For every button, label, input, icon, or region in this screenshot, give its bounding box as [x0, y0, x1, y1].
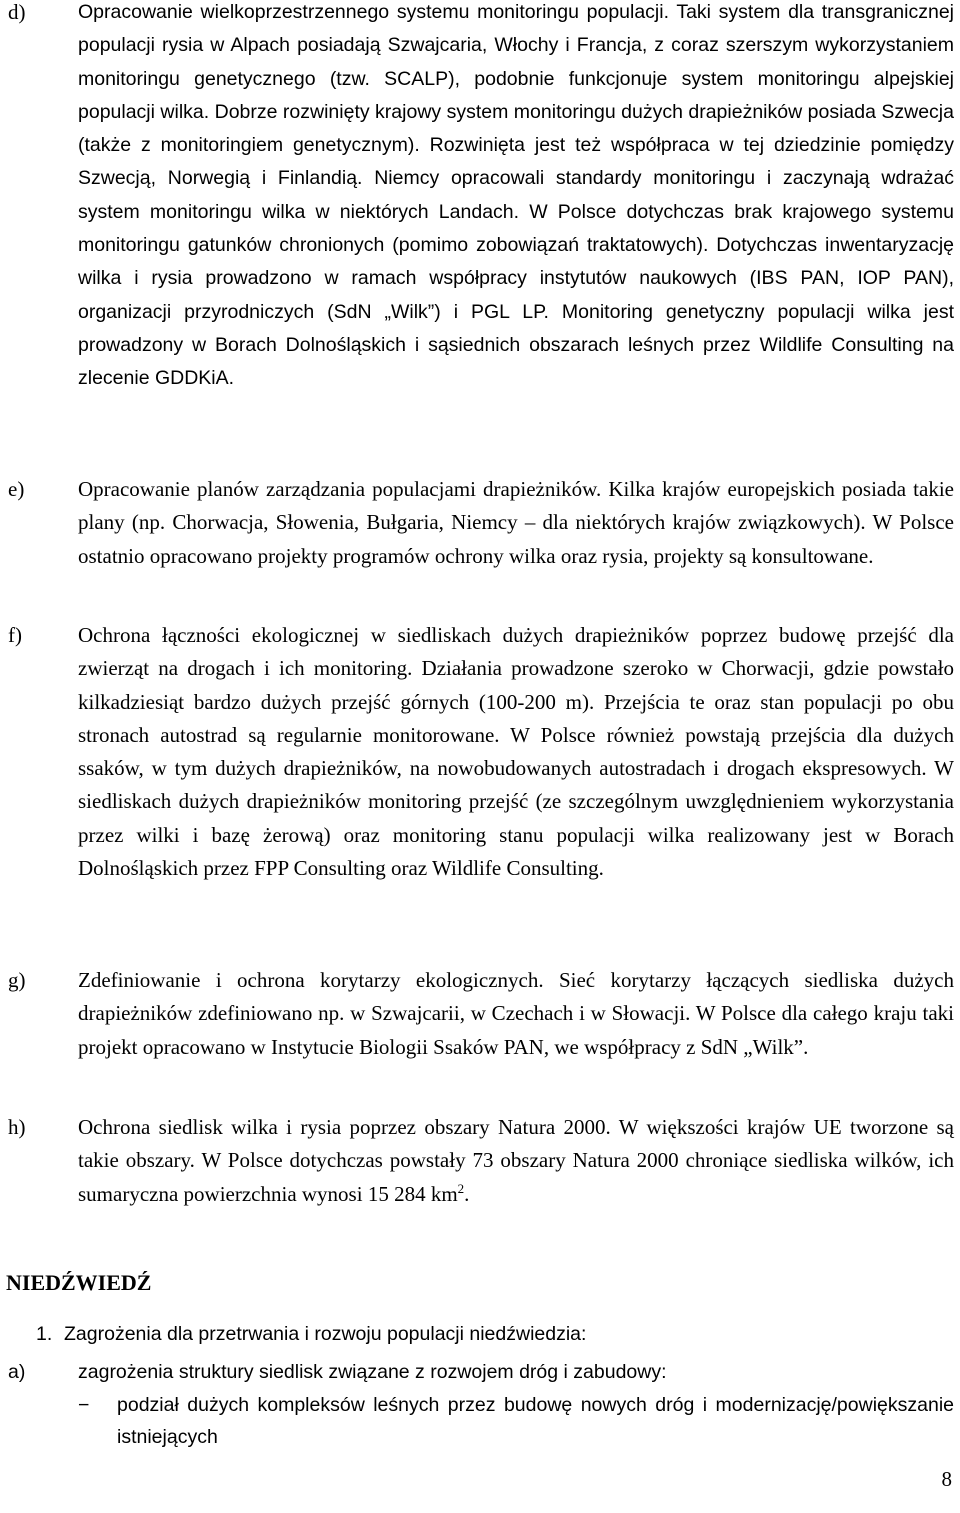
item-marker: e): [8, 477, 25, 501]
item-marker: f): [8, 623, 22, 647]
list-item-h: [0, 1111, 960, 1211]
item-text: Opracowanie planów zarządzania populacjami drapieżników. Kilka krajów europejskich posiada takie plany (np. Chorwacja, Słowenia, Bułgaria, Niemcy – dla niektórych krajów związkowych). W Polsce ostatnio opracowano projekty programów ochrony wilka oraz rysia, projekty są konsultowane.: [78, 477, 954, 568]
sub-heading: [0, 1356, 960, 1388]
superscript: 2: [457, 1180, 465, 1196]
bullet-item: [78, 1389, 954, 1453]
dash-marker: −: [78, 1394, 90, 1416]
list-item-g: [0, 964, 960, 1064]
section-title: NIEDŹWIEDŹ: [6, 1270, 152, 1295]
page-number: 8: [941, 1467, 952, 1491]
list-item-d: [0, 0, 960, 396]
bullet-text: podział dużych kompleksów leśnych przez budowę nowych dróg i modernizację/powiększanie istniejących: [117, 1394, 954, 1448]
item-text-main: Ochrona siedlisk wilka i rysia poprzez obszary Natura 2000. W większości krajów UE tworzone są takie obszary. W Polsce dotychczas powstały 73 obszary Natura 2000 chroniące siedliska wilków, ich sumaryczna powierzchnia wynosi 15 284 km: [78, 1115, 954, 1206]
item-marker: d): [8, 0, 26, 24]
item-text: [78, 1111, 954, 1211]
item-text: Zdefiniowanie i ochrona korytarzy ekologicznych. Sieć korytarzy łączących siedliska dużych drapieżników zdefiniowano np. w Szwajcarii, w Czechach i w Słowacji. W Polsce dla całego kraju taki projekt opracowano w Instytucie Biologii Ssaków PAN, we współpracy z SdN „Wilk”.: [78, 968, 954, 1059]
numbered-heading-text: Zagrożenia dla przetrwania i rozwoju populacji niedźwiedzia:: [64, 1323, 587, 1345]
item-text: Ochrona łączności ekologicznej w siedliskach dużych drapieżników poprzez budowę przejść dla zwierząt na drogach i ich monitoring. Działania prowadzone szeroko w Chorwacji, gdzie powstało kilkadziesiąt bardzo dużych przejść górnych (100-200 m). Przejścia te oraz stan populacji po obu stronach autostrad są regularnie monitorowane. W Polsce również powstają przejścia dla dużych ssaków, w tym dużych drapieżników, na nowobudowanych autostradach i drogach ekspresowych. W siedliskach dużych drapieżników monitoring przejść (ze szczególnym uwzględnieniem wykorzystania przez wilki i bazę żerową) oraz monitoring stanu populacji wilka realizowany jest w Borach Dolnośląskich przez FPP Consulting oraz Wildlife Consulting.: [78, 623, 954, 881]
numbered-heading: [36, 1318, 586, 1350]
item-text: Opracowanie wielkoprzestrzennego systemu monitoringu populacji. Taki system dla transgranicznej populacji rysia w Alpach posiadają Szwajcaria, Włochy i Francja, z coraz szerszym wykorzystaniem monitoringu genetycznego (tzw. SCALP), podobnie funkcjonuje system monitoringu alpejskiej populacji wilka. Dobrze rozwinięty krajowy system monitoringu dużych drapieżników posiada Szwecja (także z monitoringiem genetycznym). Rozwinięta jest też współpraca w tej dziedzinie pomiędzy Szwecją, Norwegią i Finlandią. Niemcy opracowali standardy monitoringu i zaczynają wdrażać system monitoringu wilka w niektórych Landach. W Polsce dotychczas brak krajowego systemu monitoringu gatunków chronionych (pomimo zobowiązań traktatowych). Dotychczas inwentaryzację wilka i rysia prowadzono w ramach współpracy instytutów naukowych (IBS PAN, IOP PAN), organizacji przyrodniczych (SdN „Wilk”) i PGL LP. Monitoring genetyczny populacji wilka jest prowadzony w Borach Dolnośląskich i sąsiednich obszarach leśnych przez Wildlife Consulting na zlecenie GDDKiA.: [78, 1, 954, 390]
numbered-heading-number: 1.: [36, 1323, 53, 1345]
item-text-tail: .: [464, 1181, 470, 1206]
sub-heading-text: zagrożenia struktury siedlisk związane z rozwojem dróg i zabudowy:: [78, 1361, 667, 1383]
item-marker: g): [8, 968, 26, 992]
list-item-f: [0, 619, 960, 885]
list-item-e: [0, 473, 960, 573]
item-marker: h): [8, 1115, 26, 1139]
sub-heading-marker: a): [8, 1361, 26, 1383]
